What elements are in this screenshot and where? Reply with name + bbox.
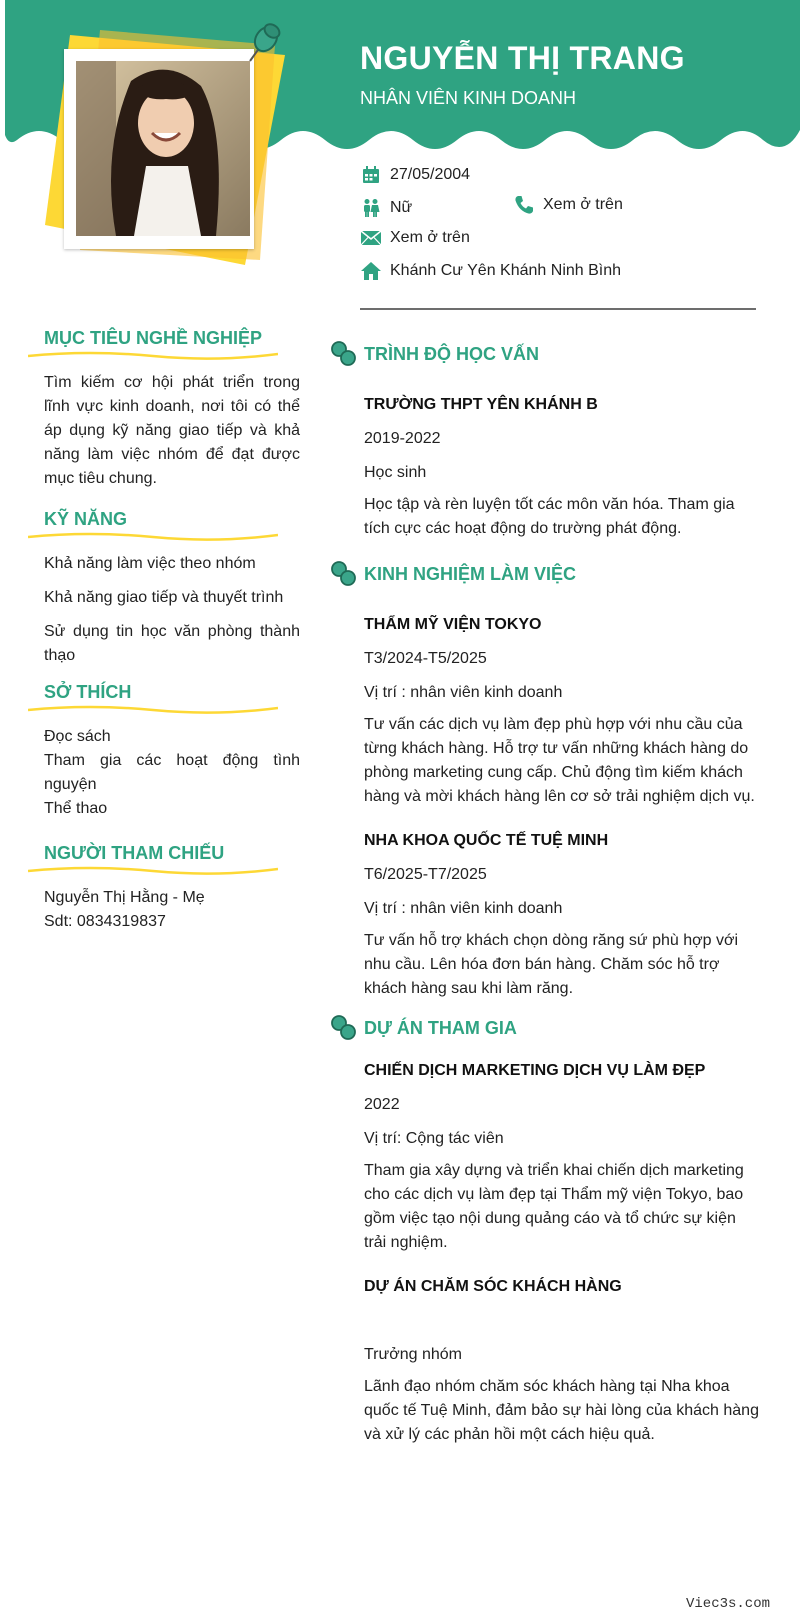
projects-title: DỰ ÁN THAM GIA bbox=[364, 1017, 517, 1038]
project-entry bbox=[330, 1275, 760, 1447]
reference-item: Nguyễn Thị Hằng - Mẹ bbox=[44, 889, 205, 906]
project-period: 2022 bbox=[364, 1096, 400, 1113]
experience-entry bbox=[330, 829, 760, 1001]
skills-title: KỸ NĂNG bbox=[44, 509, 128, 529]
experience-desc: Tư vấn các dịch vụ làm đẹp phù hợp với nhu cầu của từng khách hàng. Hỗ trợ tư vấn những khách hàng do phòng marketing cung cấp. Chủ động tìm kiếm khách hàng và mời khách hàng lên cơ sở trải nghiệm dịch vụ. bbox=[364, 716, 755, 805]
project-desc: Tham gia xây dựng và triển khai chiến dịch marketing cho các dịch vụ làm đẹp tại Thẩm mỹ viện Tokyo, bao gồm việc tạo nội dung quảng cáo và tổ chức sự kiện trải nghiệm. bbox=[364, 1162, 744, 1251]
education-entry bbox=[330, 393, 760, 541]
experience-section bbox=[330, 555, 760, 1001]
watermark: Viec3s.com bbox=[685, 1596, 770, 1612]
pushpin-icon bbox=[240, 21, 284, 69]
company-name: NHA KHOA QUỐC TẾ TUỆ MINH bbox=[364, 832, 609, 849]
skills-section bbox=[28, 509, 300, 668]
experience-role: Vị trí : nhân viên kinh doanh bbox=[364, 900, 563, 917]
wave-divider bbox=[28, 532, 278, 542]
reference-item: Sdt: 0834319837 bbox=[44, 913, 166, 930]
phone-icon bbox=[513, 194, 535, 216]
pushpin-icon bbox=[330, 559, 360, 589]
education-role: Học sinh bbox=[364, 464, 427, 481]
skill-item: Khả năng giao tiếp và thuyết trình bbox=[44, 589, 284, 606]
info-divider bbox=[360, 308, 756, 310]
phone-value: Xem ở trên bbox=[543, 196, 623, 213]
project-role: Trưởng nhóm bbox=[364, 1346, 462, 1363]
project-name: CHIẾN DỊCH MARKETING DỊCH VỤ LÀM ĐẸP bbox=[364, 1062, 706, 1079]
photo-card bbox=[64, 49, 254, 249]
pushpin-icon bbox=[330, 1013, 360, 1043]
skill-item: Sử dụng tin học văn phòng thành thạo bbox=[44, 623, 300, 664]
project-entry bbox=[330, 1059, 760, 1255]
phone-row bbox=[513, 193, 623, 217]
education-title: TRÌNH ĐỘ HỌC VẤN bbox=[364, 343, 539, 364]
project-role: Vị trí: Cộng tác viên bbox=[364, 1130, 504, 1147]
objective-section bbox=[28, 328, 300, 491]
experience-desc: Tư vấn hỗ trợ khách chọn dòng răng sứ phù hợp với nhu cầu. Lên hóa đơn bán hàng. Chăm sóc hỗ trợ khách hàng sau khi làm răng. bbox=[364, 932, 738, 997]
birthdate-value: 27/05/2004 bbox=[390, 166, 471, 183]
hobby-item: Thể thao bbox=[44, 800, 108, 817]
avatar bbox=[76, 61, 250, 236]
left-column bbox=[28, 328, 300, 934]
education-period: 2019-2022 bbox=[364, 430, 441, 447]
hobby-item: Đọc sách bbox=[44, 728, 111, 745]
right-column bbox=[330, 335, 760, 1447]
address-row bbox=[360, 259, 621, 283]
education-section bbox=[330, 335, 760, 541]
experience-role: Vị trí : nhân viên kinh doanh bbox=[364, 684, 563, 701]
gender-value: Nữ bbox=[390, 199, 413, 216]
objective-text: Tìm kiếm cơ hội phát triển trong lĩnh vực kinh doanh, nơi tôi có thể áp dụng kỹ năng giao tiếp và khả năng làm việc nhóm để đạt được mục tiêu chung. bbox=[44, 374, 300, 487]
mail-icon bbox=[360, 227, 382, 249]
references-section bbox=[28, 843, 300, 934]
project-name: DỰ ÁN CHĂM SÓC KHÁCH HÀNG bbox=[364, 1278, 622, 1295]
calendar-icon bbox=[360, 164, 382, 186]
address-value: Khánh Cư Yên Khánh Ninh Bình bbox=[390, 262, 622, 279]
references-title: NGƯỜI THAM CHIẾU bbox=[44, 843, 225, 863]
hobbies-list bbox=[28, 725, 300, 821]
school-name: TRƯỜNG THPT YÊN KHÁNH B bbox=[364, 396, 598, 413]
experience-period: T3/2024-T5/2025 bbox=[364, 650, 487, 667]
gender-row bbox=[360, 196, 412, 220]
project-period bbox=[364, 1309, 760, 1333]
experience-period: T6/2025-T7/2025 bbox=[364, 866, 487, 883]
people-icon bbox=[360, 197, 382, 219]
skills-list bbox=[28, 552, 300, 668]
references-list bbox=[28, 886, 300, 934]
hobbies-title: SỞ THÍCH bbox=[44, 682, 132, 702]
skill-item: Khả năng làm việc theo nhóm bbox=[44, 555, 256, 572]
projects-section bbox=[330, 1009, 760, 1447]
project-desc: Lãnh đạo nhóm chăm sóc khách hàng tại Nha khoa quốc tế Tuệ Minh, đảm bảo sự hài lòng của khách hàng và xử lý các phản hồi một cách hiệu quả. bbox=[364, 1378, 759, 1443]
birthdate-row bbox=[360, 163, 470, 187]
wave-divider bbox=[28, 351, 278, 361]
candidate-name: NGUYỄN THỊ TRANG bbox=[360, 40, 685, 76]
objective-title: MỤC TIÊU NGHỀ NGHIỆP bbox=[44, 328, 263, 348]
wave-divider bbox=[28, 705, 278, 715]
education-desc: Học tập và rèn luyện tốt các môn văn hóa. Tham gia tích cực các hoạt động do trường phát động. bbox=[364, 496, 735, 537]
company-name: THẨM MỸ VIỆN TOKYO bbox=[364, 616, 542, 633]
email-row bbox=[360, 226, 470, 250]
pushpin-icon bbox=[330, 339, 360, 369]
experience-entry bbox=[330, 613, 760, 809]
email-value: Xem ở trên bbox=[390, 229, 470, 246]
hobby-item: Tham gia các hoạt động tình nguyện bbox=[44, 752, 300, 793]
job-title: NHÂN VIÊN KINH DOANH bbox=[360, 88, 577, 108]
experience-title: KINH NGHIỆM LÀM VIỆC bbox=[364, 563, 577, 584]
wave-divider bbox=[28, 866, 278, 876]
hobbies-section bbox=[28, 682, 300, 821]
home-icon bbox=[360, 260, 382, 282]
profile-photo-frame bbox=[40, 25, 290, 275]
